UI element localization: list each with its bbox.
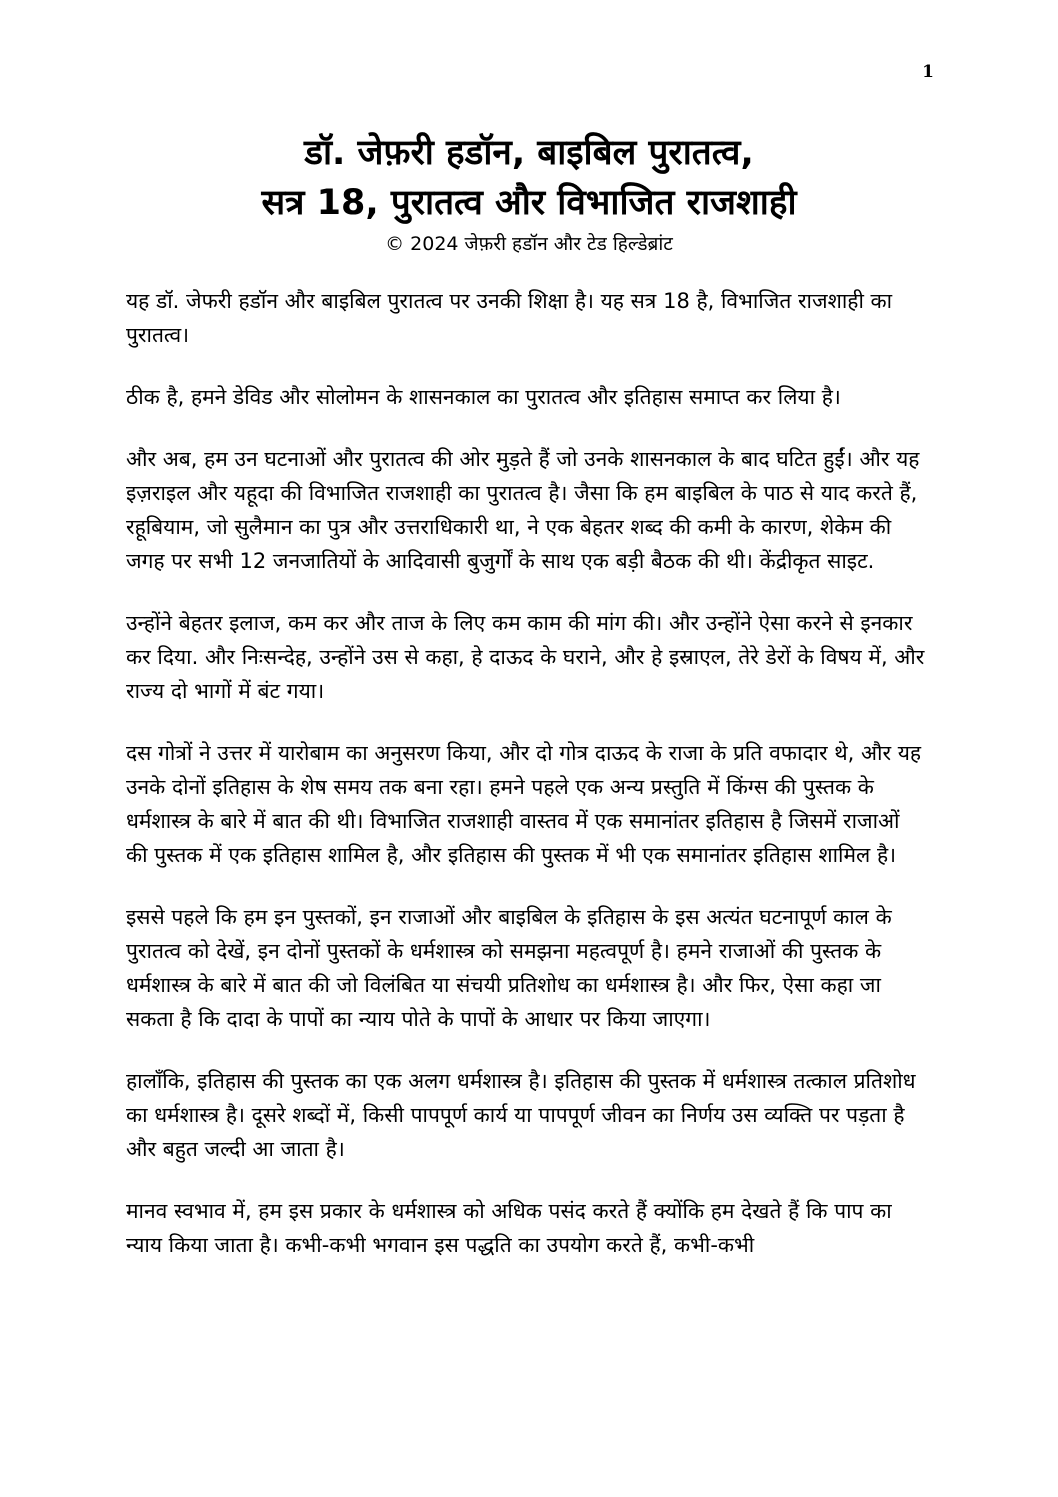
page-number: 1 bbox=[922, 62, 934, 82]
paragraph: दस गोत्रों ने उत्तर में यारोबाम का अनुसरण किया, और दो गोत्र दाऊद के राजा के प्रति वफादार थे, और यह उनके दोनों इतिहास के शेष समय तक बना रहा। हमने पहले एक अन्य प्रस्तुति में किंग्स की पुस्तक के धर्मशास्त्र के बारे में बात की थी। विभाजित राजशाही वास्तव में एक समानांतर इतिहास है जिसमें राजाओं की पुस्तक में एक इतिहास शामिल है, और इतिहास की पुस्तक में भी एक समानांतर इतिहास शामिल है। bbox=[126, 741, 922, 867]
paragraph: ठीक है, हमने डेविड और सोलोमन के शासनकाल का पुरातत्व और इतिहास समाप्त कर लिया है। bbox=[126, 385, 841, 409]
paragraph: मानव स्वभाव में, हम इस प्रकार के धर्मशास्त्र को अधिक पसंद करते हैं क्योंकि हम देखते हैं कि पाप का न्याय किया जाता है। कभी-कभी भगवान इस पद्धति का उपयोग करते हैं, कभी-कभी bbox=[126, 1199, 892, 1257]
paragraph: यह डॉ. जेफरी हडॉन और बाइबिल पुरातत्व पर उनकी शिक्षा है। यह सत्र 18 है, विभाजित राजशाही का पुरातत्व। bbox=[126, 289, 893, 347]
paragraph: उन्होंने बेहतर इलाज, कम कर और ताज के लिए कम काम की मांग की। और उन्होंने ऐसा करने से इनकार कर दिया. और निःसन्देह, उन्होंने उस से कहा, हे दाऊद के घराने, और हे इस्राएल, तेरे डेरों के विषय में, और राज्य दो भागों में बंट गया। bbox=[126, 611, 925, 703]
paragraph: इससे पहले कि हम इन पुस्तकों, इन राजाओं और बाइबिल के इतिहास के इस अत्यंत घटनापूर्ण काल के पुरातत्व को देखें, इन दोनों पुस्तकों के धर्मशास्त्र को समझना महत्वपूर्ण है। हमने राजाओं की पुस्तक के धर्मशास्त्र के बारे में बात की जो विलंबित या संचयी प्रतिशोध का धर्मशास्त्र है। और फिर, ऐसा कहा जा सकता है कि दादा के पापों का न्याय पोते के पापों के आधार पर किया जाएगा। bbox=[126, 905, 892, 1031]
document-title-line-2: सत्र 18, पुरातत्व और विभाजित राजशाही bbox=[261, 183, 797, 223]
copyright-notice: © 2024 जेफ़री हडॉन और टेड हिल्डेब्रांट bbox=[385, 233, 673, 255]
title-block bbox=[80, 128, 978, 258]
body-text bbox=[126, 284, 926, 1290]
paragraph: हालाँकि, इतिहास की पुस्तक का एक अलग धर्मशास्त्र है। इतिहास की पुस्तक में धर्मशास्त्र तत्काल प्रतिशोध का धर्मशास्त्र है। दूसरे शब्दों में, किसी पापपूर्ण कार्य या पापपूर्ण जीवन का निर्णय उस व्यक्ति पर पड़ता है और बहुत जल्दी आ जाता है। bbox=[126, 1069, 916, 1161]
paragraph: और अब, हम उन घटनाओं और पुरातत्व की ओर मुड़ते हैं जो उनके शासनकाल के बाद घटित हुईं। और यह इज़राइल और यहूदा की विभाजित राजशाही का पुरातत्व है। जैसा कि हम बाइबिल के पाठ से याद करते हैं, रहूबियाम, जो सुलैमान का पुत्र और उत्तराधिकारी था, ने एक बेहतर शब्द की कमी के कारण, शेकेम की जगह पर सभी 12 जनजातियों के आदिवासी बुजुर्गों के साथ एक बड़ी बैठक की थी। केंद्रीकृत साइट. bbox=[126, 447, 920, 573]
document-title-line-1: डॉ. जेफ़री हडॉन, बाइबिल पुरातत्व, bbox=[304, 133, 754, 173]
